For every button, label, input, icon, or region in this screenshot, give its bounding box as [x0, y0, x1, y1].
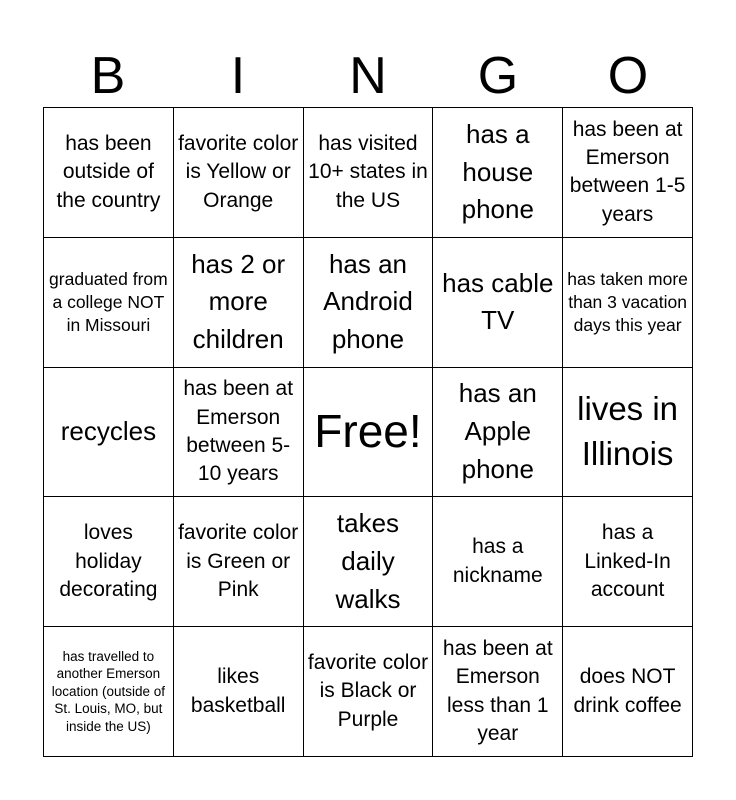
- bingo-cell[interactable]: [304, 627, 434, 757]
- cell-text: takes daily walks: [335, 508, 401, 614]
- cell-text: has travelled to another Emerson location (outside of St. Louis, MO, but inside the US): [51, 648, 166, 734]
- bingo-cell[interactable]: [304, 238, 434, 368]
- cell-text: favorite color is Yellow or Orange: [178, 131, 299, 212]
- bingo-cell[interactable]: [563, 368, 693, 498]
- cell-text: Free!: [314, 405, 422, 458]
- cell-text: has an Android phone: [323, 248, 413, 355]
- header-letter-b: B: [90, 47, 126, 105]
- cell-text: has a Linked-In account: [584, 521, 671, 601]
- bingo-cell[interactable]: [44, 627, 174, 757]
- bingo-cell[interactable]: [563, 497, 693, 627]
- cell-text: loves holiday decorating: [59, 521, 158, 601]
- cell-text: favorite color is Black or Purple: [307, 651, 429, 731]
- cell-text: has been at Emerson between 1-5 years: [569, 117, 686, 226]
- bingo-cell[interactable]: [433, 627, 563, 757]
- cell-text: has been outside of the country: [56, 131, 161, 212]
- cell-text: has a nickname: [452, 535, 543, 587]
- bingo-cell[interactable]: [563, 238, 693, 368]
- header-letter-g: G: [477, 47, 519, 105]
- cell-text: has cable TV: [442, 267, 554, 336]
- bingo-cell[interactable]: [563, 627, 693, 757]
- bingo-cell[interactable]: [174, 238, 304, 368]
- bingo-cell[interactable]: [174, 627, 304, 757]
- header-letter-n: N: [349, 47, 387, 105]
- bingo-cell[interactable]: [433, 108, 563, 238]
- cell-text: likes basketball: [190, 665, 286, 717]
- bingo-cell[interactable]: [433, 368, 563, 498]
- bingo-cell[interactable]: [174, 497, 304, 627]
- free-space-cell[interactable]: [304, 368, 434, 498]
- bingo-cell[interactable]: [44, 368, 174, 498]
- bingo-cell[interactable]: [44, 108, 174, 238]
- bingo-cell[interactable]: [563, 108, 693, 238]
- cell-text: has taken more than 3 vacation days this year: [567, 269, 688, 335]
- cell-text: does NOT drink coffee: [573, 665, 682, 717]
- bingo-cell[interactable]: [174, 368, 304, 498]
- cell-text: has been at Emerson less than 1 year: [442, 636, 553, 745]
- cell-text: favorite color is Green or Pink: [178, 521, 299, 601]
- cell-text: graduated from a college NOT in Missouri: [49, 269, 168, 335]
- header-letter-i: I: [230, 47, 246, 105]
- cell-text: lives in Illinois: [577, 390, 679, 472]
- bingo-cell[interactable]: [44, 497, 174, 627]
- bingo-cell[interactable]: [304, 497, 434, 627]
- bingo-cell[interactable]: [174, 108, 304, 238]
- bingo-card-grid: [43, 107, 693, 757]
- bingo-header: [43, 44, 693, 108]
- bingo-cell[interactable]: [433, 238, 563, 368]
- bingo-cell[interactable]: [44, 238, 174, 368]
- cell-text: has an Apple phone: [458, 378, 537, 484]
- cell-text: has a house phone: [461, 118, 534, 225]
- cell-text: recycles: [60, 416, 157, 447]
- cell-text: has been at Emerson between 5-10 years: [183, 377, 294, 486]
- bingo-cell[interactable]: [304, 108, 434, 238]
- bingo-cell[interactable]: [433, 497, 563, 627]
- header-letter-o: O: [607, 47, 649, 105]
- cell-text: has visited 10+ states in the US: [308, 131, 428, 212]
- cell-text: has 2 or more children: [191, 248, 286, 355]
